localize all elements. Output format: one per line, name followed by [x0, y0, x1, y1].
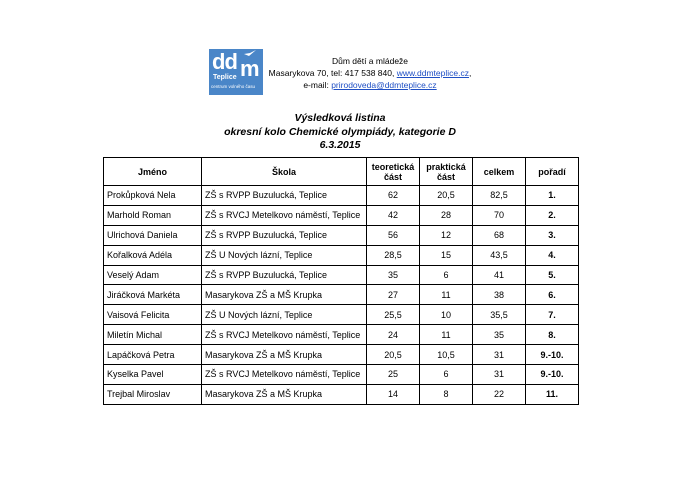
cell-school: ZŠ U Nových lázní, Teplice: [202, 245, 367, 265]
cell-theory: 25,5: [367, 305, 420, 325]
email-label: e-mail:: [303, 80, 332, 90]
cell-theory: 20,5: [367, 345, 420, 365]
cell-name: Jiráčková Markéta: [104, 285, 202, 305]
cell-rank: 4.: [526, 245, 579, 265]
table-row: [104, 305, 579, 325]
cell-theory: 25: [367, 365, 420, 385]
cell-practical: 6: [420, 365, 473, 385]
cell-total: 22: [473, 384, 526, 404]
cell-practical: 8: [420, 384, 473, 404]
cell-total: 43,5: [473, 245, 526, 265]
cell-practical: 11: [420, 285, 473, 305]
cell-theory: 35: [367, 265, 420, 285]
title-line-1: Výsledková listina: [294, 112, 386, 124]
cell-practical: 20,5: [420, 186, 473, 206]
title-line-2: okresní kolo Chemické olympiády, kategorie D: [224, 125, 456, 138]
cell-rank: 2.: [526, 205, 579, 225]
cell-theory: 28,5: [367, 245, 420, 265]
cell-name: Kyselka Pavel: [104, 365, 202, 385]
cell-theory: 56: [367, 225, 420, 245]
cell-school: ZŠ s RVPP Buzulucká, Teplice: [202, 186, 367, 206]
cell-name: Prokůpková Nela: [104, 186, 202, 206]
cell-name: Trejbal Miroslav: [104, 384, 202, 404]
title-date: 6.3.2015: [319, 139, 361, 151]
cell-rank: 1.: [526, 186, 579, 206]
cell-practical: 10,5: [420, 345, 473, 365]
cell-theory: 14: [367, 384, 420, 404]
cell-school: ZŠ s RVCJ Metelkovo náměstí, Teplice: [202, 205, 367, 225]
header-row: [104, 158, 579, 186]
header-theory: teoretická část: [367, 158, 420, 186]
cell-name: Lapáčková Petra: [104, 345, 202, 365]
cell-school: ZŠ s RVPP Buzulucká, Teplice: [202, 225, 367, 245]
cell-rank: 7.: [526, 305, 579, 325]
organization-address-line: [265, 67, 475, 79]
header-total: celkem: [473, 158, 526, 186]
address-comma: ,: [468, 68, 472, 78]
table-row: [104, 365, 579, 385]
logo-letter-m: m: [240, 56, 260, 81]
cell-name: Kořalková Adéla: [104, 245, 202, 265]
cell-name: Ulrichová Daniela: [104, 225, 202, 245]
cell-school: ZŠ s RVCJ Metelkovo náměstí, Teplice: [202, 365, 367, 385]
cell-theory: 42: [367, 205, 420, 225]
cell-rank: 9.-10.: [526, 365, 579, 385]
organization-name: Dům dětí a mládeže: [331, 56, 409, 66]
cell-rank: 3.: [526, 225, 579, 245]
table-row: [104, 205, 579, 225]
cell-school: ZŠ s RVCJ Metelkovo náměstí, Teplice: [202, 325, 367, 345]
table-row: [104, 345, 579, 365]
table-row: [104, 186, 579, 206]
cell-theory: 62: [367, 186, 420, 206]
logo-town: Teplice: [213, 74, 237, 81]
cell-total: 31: [473, 345, 526, 365]
cell-practical: 15: [420, 245, 473, 265]
cell-total: 35: [473, 325, 526, 345]
cell-practical: 11: [420, 325, 473, 345]
cell-name: Vaisová Felicita: [104, 305, 202, 325]
table-row: [104, 225, 579, 245]
cell-total: 38: [473, 285, 526, 305]
cell-rank: 5.: [526, 265, 579, 285]
document-title: [200, 112, 480, 153]
organization-address: Masarykova 70, tel: 417 538 840,: [268, 68, 397, 78]
cell-theory: 27: [367, 285, 420, 305]
cell-rank: 11.: [526, 384, 579, 404]
table-row: [104, 384, 579, 404]
cell-theory: 24: [367, 325, 420, 345]
cell-school: ZŠ s RVPP Buzulucká, Teplice: [202, 265, 367, 285]
cell-total: 41: [473, 265, 526, 285]
cell-practical: 10: [420, 305, 473, 325]
cell-school: Masarykova ZŠ a MŠ Krupka: [202, 285, 367, 305]
header-practical: praktická část: [420, 158, 473, 186]
cell-school: Masarykova ZŠ a MŠ Krupka: [202, 345, 367, 365]
cell-name: Marhold Roman: [104, 205, 202, 225]
results-table: [103, 157, 579, 405]
table-row: [104, 325, 579, 345]
table-row: [104, 285, 579, 305]
cell-total: 35,5: [473, 305, 526, 325]
organization-email-line: [265, 79, 475, 91]
table-row: [104, 265, 579, 285]
cell-rank: 9.-10.: [526, 345, 579, 365]
cell-practical: 28: [420, 205, 473, 225]
organization-header: [265, 55, 475, 91]
cell-total: 68: [473, 225, 526, 245]
logo-letters-dd: dd: [212, 49, 237, 74]
cell-rank: 6.: [526, 285, 579, 305]
ddm-logo: [209, 49, 263, 95]
header-name: Jméno: [104, 158, 202, 186]
cell-school: ZŠ U Nových lázní, Teplice: [202, 305, 367, 325]
website-link[interactable]: www.ddmteplice.cz: [396, 68, 469, 78]
table-row: [104, 245, 579, 265]
cell-total: 82,5: [473, 186, 526, 206]
header-rank: pořadí: [526, 158, 579, 186]
cell-total: 70: [473, 205, 526, 225]
cell-practical: 6: [420, 265, 473, 285]
logo-subtitle: centrum volného času: [211, 84, 256, 89]
email-link[interactable]: prirodoveda@ddmteplice.cz: [331, 80, 437, 90]
cell-rank: 8.: [526, 325, 579, 345]
cell-name: Miletín Michal: [104, 325, 202, 345]
cell-school: Masarykova ZŠ a MŠ Krupka: [202, 384, 367, 404]
cell-practical: 12: [420, 225, 473, 245]
cell-name: Veselý Adam: [104, 265, 202, 285]
cell-total: 31: [473, 365, 526, 385]
header-school: Škola: [202, 158, 367, 186]
